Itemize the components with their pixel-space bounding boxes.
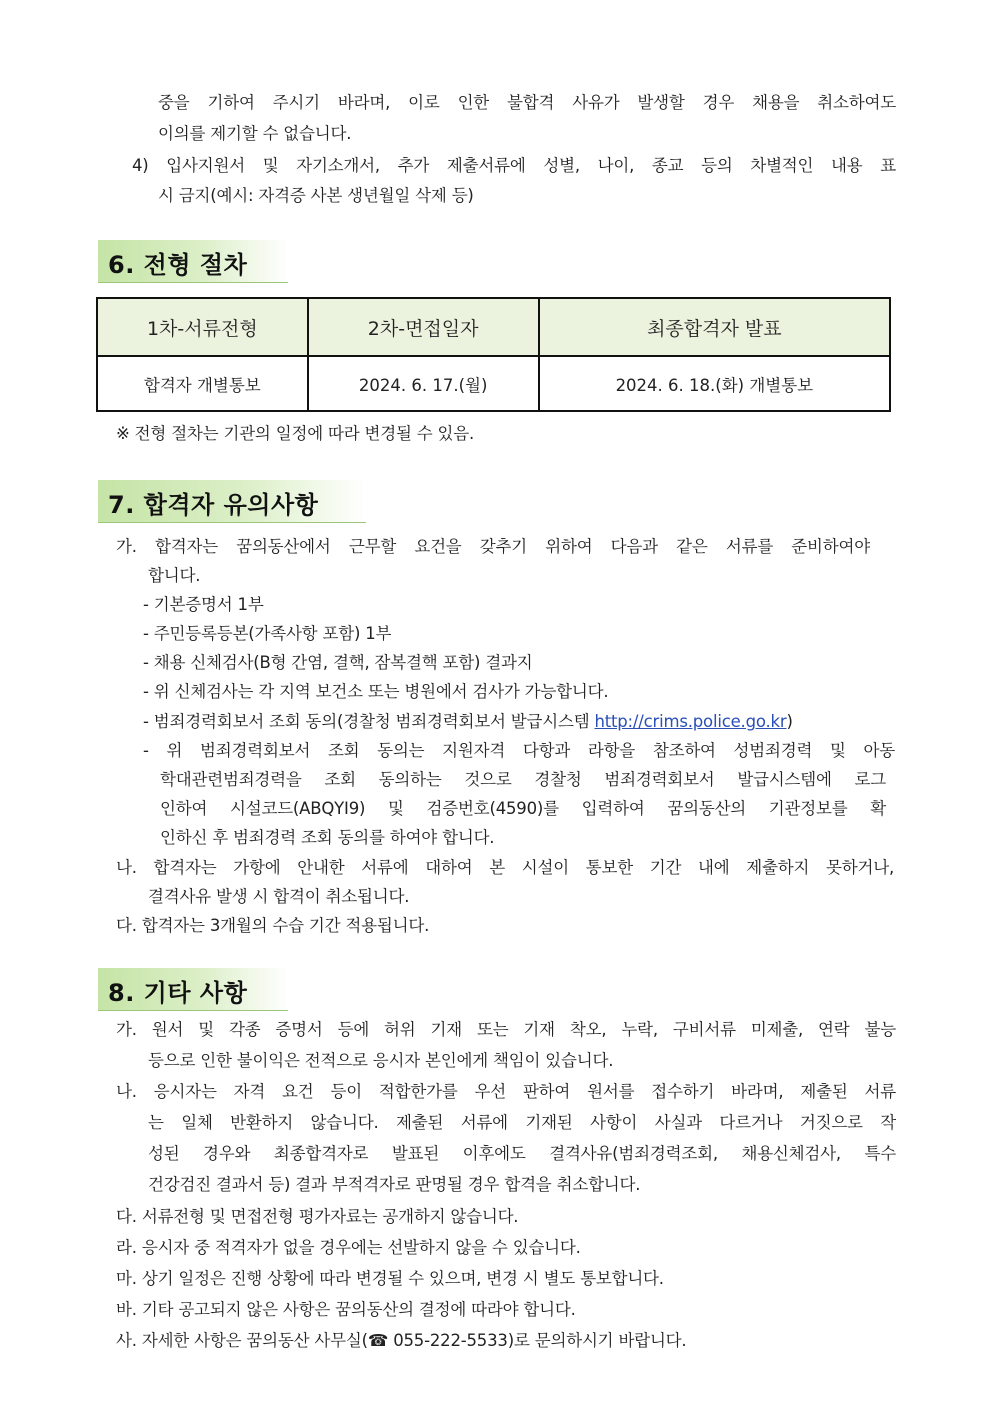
s7-na-line-1: 나. 합격자는 가항에 안내한 서류에 대하여 본 시설이 통보한 기간 내에 제출하지 못하거나, (116, 858, 894, 877)
s7-crime-check-line (143, 711, 793, 733)
process-table-header-row (97, 298, 890, 356)
section-8-title: 8. 기타 사항 (108, 979, 248, 1007)
s7-bullet: - 주민등록등본(가족사항 포함) 1부 (143, 624, 392, 643)
s8-na-line-4: 건강검진 결과서 등) 결과 부적격자로 판명될 경우 합격을 취소합니다. (148, 1175, 641, 1194)
s7-consent-line-3: 인하여 시설코드(ABQYI9) 및 검증번호(4590)를 입력하여 꿈의동산의 기관정보를 확 (160, 799, 886, 818)
process-note: ※ 전형 절차는 기관의 일정에 따라 변경될 수 있음. (116, 424, 475, 443)
process-header-cell: 1차-서류전형 (97, 298, 308, 356)
process-value-cell: 2024. 6. 17.(월) (308, 356, 539, 411)
s7-da-line-1: 다. 합격자는 3개월의 수습 기간 적용됩니다. (116, 916, 430, 935)
s7-ga-line-2: 합니다. (148, 566, 201, 585)
s8-na-line-2: 는 일체 반환하지 않습니다. 제출된 서류에 기재된 사항이 사실과 다르거나 거짓으로 작 (148, 1113, 896, 1132)
s7-crime-suffix: ) (786, 712, 793, 731)
process-value-cell: 2024. 6. 18.(화) 개별통보 (539, 356, 890, 411)
s8-ma: 마. 상기 일정은 진행 상황에 따라 변경될 수 있으며, 변경 시 별도 통보합니다. (116, 1269, 664, 1288)
section-7-title: 7. 합격자 유의사항 (108, 491, 319, 519)
s8-ga-line-2: 등으로 인한 불이익은 전적으로 응시자 본인에게 책임이 있습니다. (148, 1051, 614, 1070)
s7-bullet: - 채용 신체검사(B형 간염, 결핵, 잠복결핵 포함) 결과지 (143, 653, 533, 672)
process-header-cell: 최종합격자 발표 (539, 298, 890, 356)
section-8-heading (98, 968, 288, 1011)
s8-ba: 바. 기타 공고되지 않은 사항은 꿈의동산의 결정에 따라야 합니다. (116, 1300, 576, 1319)
s8-ga-line-1: 가. 원서 및 각종 증명서 등에 허위 기재 또는 기재 착오, 누락, 구비서류 미제출, 연락 불능 (116, 1020, 896, 1039)
process-value-cell: 합격자 개별통보 (97, 356, 308, 411)
process-header-cell: 2차-면접일자 (308, 298, 539, 356)
s7-ga-line-1: 가. 합격자는 꿈의동산에서 근무할 요건을 갖추기 위하여 다음과 같은 서류를 준비하여야 (116, 537, 870, 556)
phone-icon: ☎ (367, 1331, 389, 1350)
s7-consent-line-2: 학대관련범죄경력을 조회 동의하는 것으로 경찰청 범죄경력회보서 발급시스템에 로그 (160, 770, 886, 789)
s7-crime-prefix: - 범죄경력회보서 조회 동의(경찰청 범죄경력회보서 발급시스템 (143, 712, 595, 731)
s8-sa-line (116, 1330, 686, 1352)
s7-consent-line-1: - 위 범죄경력회보서 조회 동의는 지원자격 다항과 라항을 참조하여 성범죄경력 및 아동 (143, 741, 895, 760)
section-6-heading (98, 240, 288, 283)
section-6-title: 6. 전형 절차 (108, 251, 248, 279)
section-7-heading (98, 480, 366, 523)
crims-link[interactable]: http://crims.police.go.kr (594, 712, 787, 731)
s8-da: 다. 서류전형 및 면접전형 평가자료는 공개하지 않습니다. (116, 1207, 519, 1226)
process-table-value-row (97, 356, 890, 411)
intro-line-1: 중을 기하여 주시기 바라며, 이로 인한 불합격 사유가 발생할 경우 채용을 취소하여도 (158, 93, 896, 112)
s8-sa-suffix: 055-222-5533)로 문의하시기 바랍니다. (388, 1331, 687, 1350)
s8-ra: 라. 응시자 중 적격자가 없을 경우에는 선발하지 않을 수 있습니다. (116, 1238, 581, 1257)
s7-bullet: - 기본증명서 1부 (143, 595, 264, 614)
s8-na-line-1: 나. 응시자는 자격 요건 등이 적합한가를 우선 판하여 원서를 접수하기 바라며, 제출된 서류 (116, 1082, 896, 1101)
intro-line-2: 이의를 제기할 수 없습니다. (158, 124, 352, 143)
s7-consent-line-4: 인하신 후 범죄경력 조회 동의를 하여야 합니다. (160, 828, 495, 847)
s7-na-line-2: 결격사유 발생 시 합격이 취소됩니다. (148, 887, 410, 906)
s7-bullet: - 위 신체검사는 각 지역 보건소 또는 병원에서 검사가 가능합니다. (143, 682, 609, 701)
intro-item4-line-2: 시 금지(예시: 자격증 사본 생년월일 삭제 등) (158, 186, 474, 205)
intro-item4-line-1: 4) 입사지원서 및 자기소개서, 추가 제출서류에 성별, 나이, 종교 등의 차별적인 내용 표 (132, 156, 896, 175)
s8-na-line-3: 성된 경우와 최종합격자로 발표된 이후에도 결격사유(범죄경력조회, 채용신체검사, 특수 (148, 1144, 896, 1163)
process-table (96, 297, 891, 412)
s8-sa-prefix: 사. 자세한 사항은 꿈의동산 사무실( (116, 1331, 368, 1350)
